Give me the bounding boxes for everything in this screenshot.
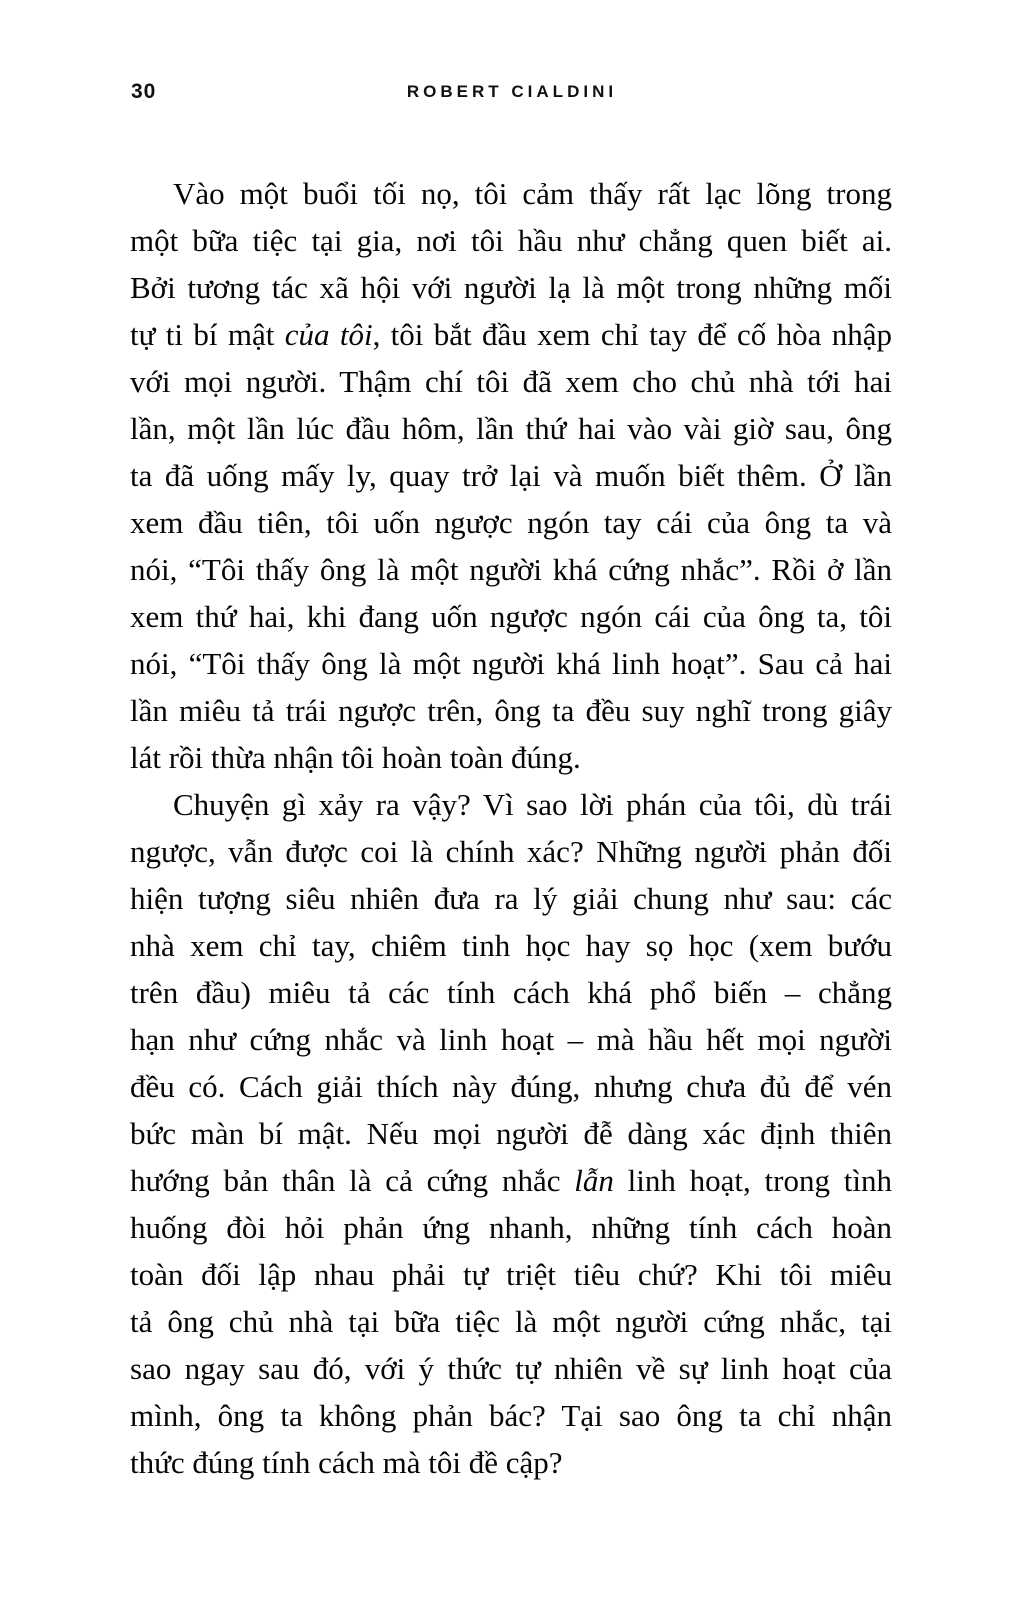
text-segment: một bữa tiệc tại gia, nơi tôi hầu như chẳng quen biết ai. [130, 223, 892, 258]
text-segment: nhà xem chỉ tay, chiêm tinh học hay sọ học (xem bướu [130, 928, 892, 963]
text-line [130, 499, 892, 546]
italic-text-segment: lẫn [574, 1163, 614, 1198]
text-line [130, 969, 892, 1016]
text-segment: huống đòi hỏi phản ứng nhanh, những tính cách hoàn [130, 1210, 892, 1245]
text-line [130, 217, 892, 264]
text-line [130, 452, 892, 499]
text-segment: nói, “Tôi thấy ông là một người khá cứng nhắc”. Rồi ở lần [130, 552, 892, 587]
text-segment: bức màn bí mật. Nếu mọi người đễ dàng xác định thiên [130, 1116, 892, 1151]
text-segment: thức đúng tính cách mà tôi đề cập? [130, 1445, 563, 1480]
text-segment: hướng bản thân là cả cứng nhắc [130, 1163, 575, 1198]
text-segment: ngược, vẫn được coi là chính xác? Những người phản đối [130, 834, 892, 869]
text-line [130, 1063, 892, 1110]
body-text [130, 170, 892, 1486]
text-segment: hạn như cứng nhắc và linh hoạt – mà hầu hết mọi người [130, 1022, 892, 1057]
text-line [130, 1392, 892, 1439]
running-header: ROBERT CIALDINI [406, 82, 618, 101]
text-line [130, 311, 892, 358]
text-segment: toàn đối lập nhau phải tự triệt tiêu chứ? Khi tôi miêu [130, 1257, 892, 1292]
text-segment: lần, một lần lúc đầu hôm, lần thứ hai vào vài giờ sau, ông [130, 411, 892, 446]
text-segment: linh hoạt, trong tình [613, 1163, 892, 1198]
text-line [130, 875, 892, 922]
text-line [130, 1204, 892, 1251]
text-line [130, 1016, 892, 1063]
text-segment: nói, “Tôi thấy ông là một người khá linh hoạt”. Sau cả hai [130, 646, 892, 681]
text-line [130, 405, 892, 452]
text-line [130, 170, 892, 217]
text-segment: Chuyện gì xảy ra vậy? Vì sao lời phán của tôi, dù trái [173, 787, 892, 822]
text-line [130, 687, 892, 734]
text-line [130, 734, 892, 781]
text-segment: sao ngay sau đó, với ý thức tự nhiên về sự linh hoạt của [130, 1351, 892, 1386]
text-segment: lần miêu tả trái ngược trên, ông ta đều suy nghĩ trong giây [130, 693, 892, 728]
text-line [130, 781, 892, 828]
text-segment: đều có. Cách giải thích này đúng, nhưng chưa đủ để vén [130, 1069, 892, 1104]
text-segment: xem thứ hai, khi đang uốn ngược ngón cái của ông ta, tôi [130, 599, 892, 634]
text-segment: tả ông chủ nhà tại bữa tiệc là một người cứng nhắc, tại [130, 1304, 892, 1339]
text-segment: ta đã uống mấy ly, quay trở lại và muốn biết thêm. Ở lần [130, 458, 892, 493]
text-line [130, 1345, 892, 1392]
text-segment: Bởi tương tác xã hội với người lạ là một trong những mối [130, 270, 892, 305]
text-line [130, 593, 892, 640]
text-line [130, 1251, 892, 1298]
text-line [130, 828, 892, 875]
text-segment: trên đầu) miêu tả các tính cách khá phổ biến – chẳng [130, 975, 892, 1010]
text-line [130, 264, 892, 311]
text-segment: lát rồi thừa nhận tôi hoàn toàn đúng. [130, 740, 581, 775]
text-line [130, 1439, 892, 1486]
text-segment: hiện tượng siêu nhiên đưa ra lý giải chung như sau: các [130, 881, 892, 916]
page-number: 30 [131, 80, 157, 103]
page-header [0, 80, 1024, 104]
text-segment: , tôi bắt đầu xem chỉ tay để cố hòa nhập [372, 317, 892, 352]
text-line [130, 922, 892, 969]
text-segment: với mọi người. Thậm chí tôi đã xem cho chủ nhà tới hai [130, 364, 892, 399]
text-line [130, 358, 892, 405]
text-line [130, 1110, 892, 1157]
italic-text-segment: của tôi [284, 317, 373, 352]
text-line [130, 640, 892, 687]
text-segment: mình, ông ta không phản bác? Tại sao ông ta chỉ nhận [130, 1398, 892, 1433]
text-line [130, 1298, 892, 1345]
text-line [130, 546, 892, 593]
text-segment: xem đầu tiên, tôi uốn ngược ngón tay cái của ông ta và [130, 505, 892, 540]
text-line [130, 1157, 892, 1204]
text-segment: Vào một buổi tối nọ, tôi cảm thấy rất lạc lõng trong [173, 176, 892, 211]
text-segment: tự ti bí mật [130, 317, 285, 352]
